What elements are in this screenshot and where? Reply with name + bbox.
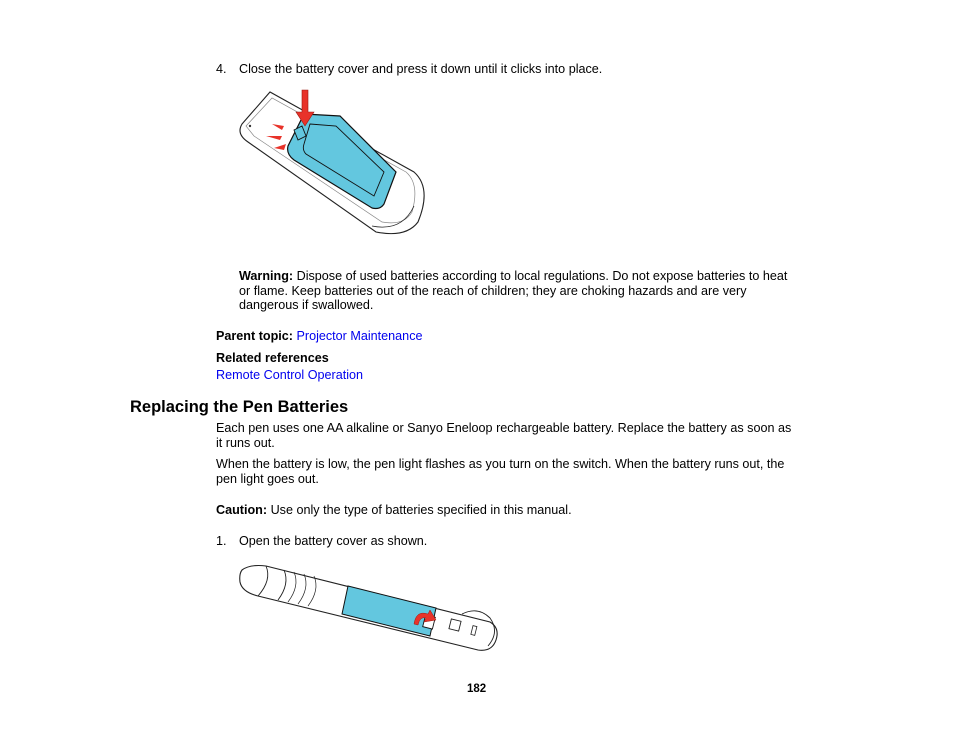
parent-topic-link[interactable]: Projector Maintenance [296,329,423,343]
related-reference-link[interactable]: Remote Control Operation [216,368,363,382]
step-number: 4. [216,62,227,76]
remote-battery-cover-illustration [236,86,428,238]
paragraph-line: pen light goes out. [216,471,319,486]
warning-line: dangerous if swallowed. [239,298,374,313]
caution-label: Caution: [216,503,268,517]
warning-line: or flame. Keep batteries out of the reach of children; they are choking hazards and are very [239,283,747,298]
paragraph-line: When the battery is low, the pen light flashes as you turn on the switch. When the battery runs out, the [216,457,785,471]
page-number: 182 [467,683,487,695]
step-number: 1. [216,534,227,548]
paragraph-line: Each pen uses one AA alkaline or Sanyo Eneloop rechargeable battery. Replace the battery as soon as [216,421,792,435]
paragraph-line: it runs out. [216,435,275,450]
warning-note [239,269,787,313]
pen-battery-illustration [238,562,500,656]
paragraph [216,421,791,450]
warning-label: Warning: [239,269,294,283]
warning-line: Dispose of used batteries according to local regulations. Do not expose batteries to heat [296,269,788,283]
caution-text: Use only the type of batteries specified in this manual. [270,503,572,517]
parent-topic [216,329,423,344]
related-references-label: Related references [216,351,329,365]
paragraph [216,457,784,486]
caution-note [216,503,572,518]
step-text: Open the battery cover as shown. [239,534,428,548]
section-title: Replacing the Pen Batteries [130,398,349,416]
step-text: Close the battery cover and press it down until it clicks into place. [239,62,603,76]
parent-topic-label: Parent topic: [216,329,293,343]
